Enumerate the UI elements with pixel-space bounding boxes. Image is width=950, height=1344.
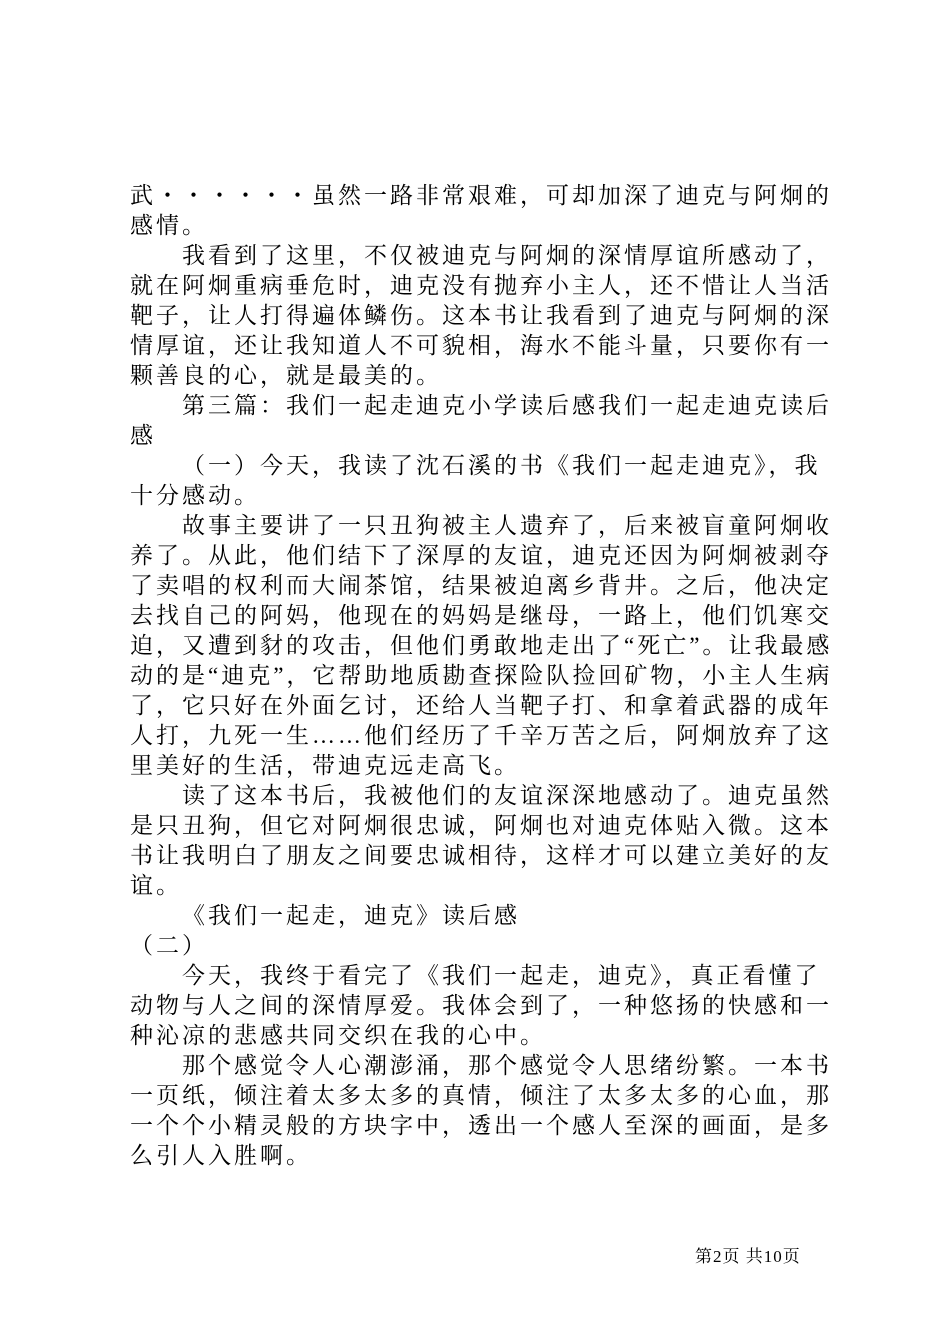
page-number-label: 第2页 共10页: [695, 1247, 801, 1266]
page-footer: [695, 1242, 801, 1267]
paragraph: 故事主要讲了一只丑狗被主人遗弃了，后来被盲童阿炯收养了。从此，他们结下了深厚的友谊，迪克还因为阿炯被剥夺了卖唱的权利而大闹茶馆，结果被迫离乡背井。之后，他决定去找自己的阿妈，他现在的妈妈是继母，一路上，他们饥寒交迫，又遭到豺的攻击，但他们勇敢地走出了“死亡”。让我最感动的是“迪克”，它帮助地质勘查探险队捡回矿物，小主人生病了，它只好在外面乞讨，还给人当靶子打、和拿着武器的成年人打，九死一生……他们经历了千辛万苦之后，阿炯放弃了这里美好的生活，带迪克远走高飞。: [130, 513, 833, 778]
paragraph: （一）今天，我读了沈石溪的书《我们一起走迪克》，我十分感动。: [130, 453, 821, 508]
paragraph: 《我们一起走，迪克》读后感: [182, 903, 520, 928]
paragraph: 我看到了这里，不仅被迪克与阿炯的深情厚谊所感动了，就在阿炯重病垂危时，迪克没有抛弃小主人，还不惜让人当活靶子，让人打得遍体鳞伤。这本书让我看到了迪克与阿炯的深情厚谊，还让我知道人不可貌相，海水不能斗量，只要你有一颗善良的心，就是最美的。: [130, 243, 832, 388]
paragraph: 第三篇：我们一起走迪克小学读后感我们一起走迪克读后感: [130, 393, 832, 448]
paragraph: 那个感觉令人心潮澎涌，那个感觉令人思绪纷繁。一本书一页纸，倾注着太多太多的真情，倾注了太多太多的心血，那一个个小精灵般的方块字中，透出一个感人至深的画面，是多么引人入胜啊。: [130, 1053, 832, 1168]
document-body: [130, 181, 833, 1171]
paragraph: （二）: [130, 933, 208, 958]
paragraph: 今天，我终于看完了《我们一起走，迪克》，真正看懂了动物与人之间的深情厚爱。我体会到了，一种悠扬的快感和一种沁凉的悲感共同交织在我的心中。: [130, 963, 832, 1048]
paragraph: 武・・・・・・虽然一路非常艰难，可却加深了迪克与阿炯的感情。: [130, 183, 832, 238]
paragraph: 读了这本书后，我被他们的友谊深深地感动了。迪克虽然是只丑狗，但它对阿炯很忠诚，阿炯也对迪克体贴入微。这本书让我明白了朋友之间要忠诚相待，这样才可以建立美好的友谊。: [130, 783, 832, 898]
